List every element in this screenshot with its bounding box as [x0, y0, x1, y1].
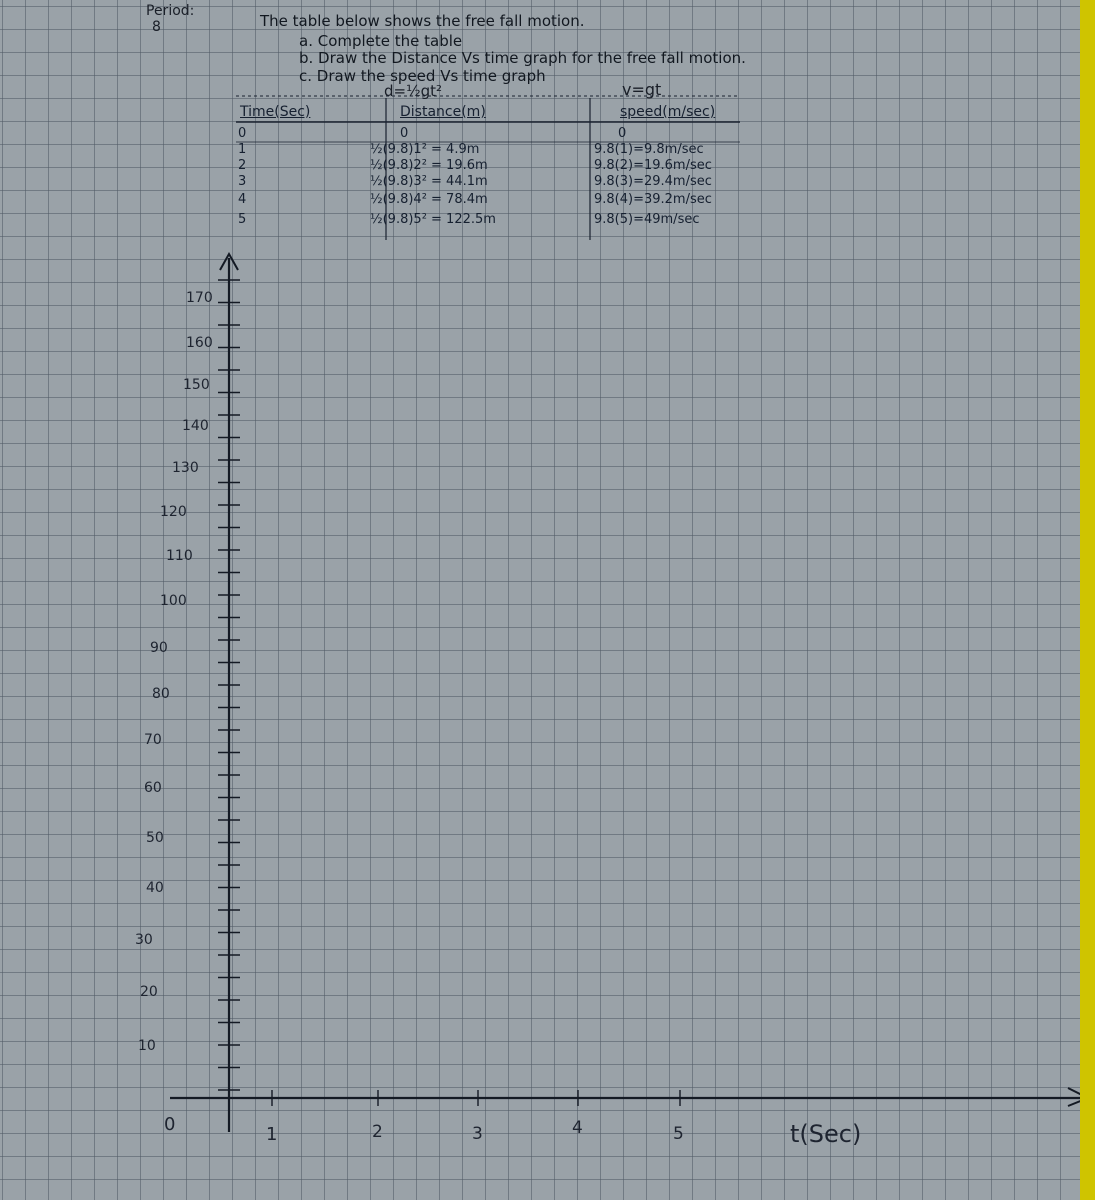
time-cell: 3 [238, 174, 247, 189]
speed-formula: v=gt [622, 80, 662, 99]
y-tick-label: 10 [138, 1038, 156, 1054]
x-tick-label: 4 [572, 1118, 583, 1138]
y-tick-label: 90 [150, 640, 168, 656]
y-tick-label: 160 [186, 335, 213, 351]
y-tick-label: 50 [146, 830, 164, 846]
table-header-time: Time(Sec) [240, 104, 311, 120]
period-label: Period: [146, 3, 195, 19]
y-tick-label: 20 [140, 984, 158, 1000]
speed-cell: 0 [618, 126, 627, 141]
x-tick-label: 1 [266, 1124, 278, 1145]
distance-cell: ½(9.8)3² = 44.1m [370, 174, 488, 189]
y-tick-label: 170 [186, 290, 213, 306]
table-header-distance: Distance(m) [400, 104, 486, 120]
distance-formula: d=½gt² [384, 82, 443, 100]
y-tick-label: 110 [166, 548, 193, 564]
distance-cell: ½(9.8)2² = 19.6m [370, 158, 488, 173]
distance-cell: 0 [400, 126, 409, 141]
time-cell: 0 [238, 126, 247, 141]
instruction-b: b. Draw the Distance Vs time graph for the free fall motion. [299, 49, 746, 67]
y-tick-label: 80 [152, 686, 170, 702]
speed-cell: 9.8(1)=9.8m/sec [594, 142, 704, 157]
y-tick-label: 100 [160, 593, 187, 609]
time-cell: 1 [238, 142, 247, 157]
speed-cell: 9.8(5)=49m/sec [594, 212, 700, 227]
distance-cell: ½(9.8)5² = 122.5m [370, 212, 496, 227]
x-tick-label: 2 [372, 1122, 383, 1142]
x-tick-label: 5 [673, 1124, 684, 1144]
speed-cell: 9.8(2)=19.6m/sec [594, 158, 712, 173]
instruction-a: a. Complete the table [299, 32, 463, 50]
speed-cell: 9.8(4)=39.2m/sec [594, 192, 712, 207]
y-tick-label: 130 [172, 460, 199, 476]
time-cell: 4 [238, 192, 247, 207]
y-tick-label: 150 [183, 377, 210, 393]
distance-cell: ½(9.8)4² = 78.4m [370, 192, 488, 207]
y-tick-label: 140 [182, 418, 209, 434]
table-header-speed: speed(m/sec) [620, 104, 716, 120]
x-tick-label: 0 [164, 1114, 176, 1135]
y-tick-label: 40 [146, 880, 164, 896]
y-tick-label: 120 [160, 504, 187, 520]
y-tick-label: 30 [135, 932, 153, 948]
time-cell: 2 [238, 158, 247, 173]
x-tick-label: 3 [472, 1124, 483, 1144]
y-tick-label: 60 [144, 780, 162, 796]
x-axis-label: t(Sec) [790, 1120, 862, 1148]
period-value: 8 [152, 19, 161, 35]
speed-cell: 9.8(3)=29.4m/sec [594, 174, 712, 189]
instruction-line: The table below shows the free fall motion. [260, 12, 585, 30]
instruction-c: c. Draw the speed Vs time graph [299, 67, 546, 85]
y-tick-label: 70 [144, 732, 162, 748]
distance-cell: ½(9.8)1² = 4.9m [370, 142, 480, 157]
time-cell: 5 [238, 212, 247, 227]
